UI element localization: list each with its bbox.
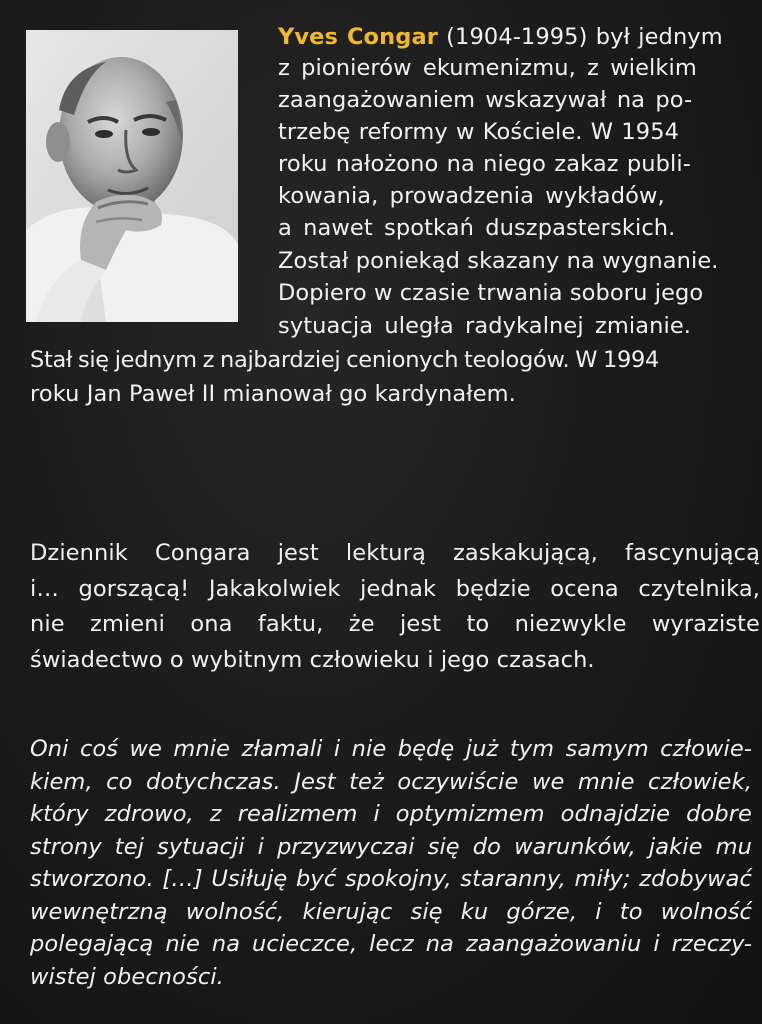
- bio-line: z pionierów ekumenizmu, z wielkim: [278, 55, 697, 81]
- quote-line: strony tej sytuacji i przyzwyczai się do warunków, jakie mu: [30, 833, 752, 860]
- book-description: [30, 536, 760, 678]
- portrait-illustration: [26, 30, 238, 322]
- quote-line: wistej obecności.: [30, 963, 224, 990]
- bio-line-1: [278, 22, 723, 52]
- bio-line: Został poniekąd skazany na wygnanie.: [278, 248, 719, 274]
- quote-line: polegającą nie na ucieczce, lecz na zaangażowaniu i rzeczy-: [30, 931, 752, 957]
- bio-line: kowania, prowadzenia wykładów,: [278, 183, 665, 209]
- bio-line: sytuacja uległa radykalnej zmianie.: [278, 313, 692, 339]
- bio-line: a nawet spotkań duszpasterskich.: [278, 215, 676, 241]
- author-name: Yves Congar: [278, 24, 438, 50]
- description-line: nie zmieni ona faktu, że jest to niezwykle wyraziste: [30, 611, 760, 637]
- bio-line: trzebę reformy w Kościele. W 1954: [278, 119, 680, 145]
- description-line: Dziennik Congara jest lekturą zaskakującą, fascynującą: [30, 540, 760, 566]
- quote-line: stworzono. […] Usiłuję być spokojny, staranny, miły; zdobywać: [30, 866, 752, 892]
- diary-quote: [30, 733, 760, 993]
- bio-line: zaangażowaniem wskazywał na po-: [278, 87, 693, 113]
- description-line: świadectwo o wybitnym człowieku i jego czasach.: [30, 646, 595, 673]
- bio-line: Dopiero w czasie trwania soboru jego: [278, 280, 704, 306]
- quote-line: Oni coś we mnie złamali i nie będę już tym samym człowie-: [30, 736, 752, 762]
- bio-line: roku Jan Paweł II mianował go kardynałem.: [30, 381, 516, 407]
- bio-line: Stał się jednym z najbardziej cenionych teologów. W 1994: [30, 347, 660, 373]
- bio-line-1-text: (1904-1995) był jednym: [437, 24, 723, 50]
- quote-line: wewnętrzną wolność, kierując się ku górze, i to wolność: [30, 898, 752, 925]
- description-line: i… gorszącą! Jakakolwiek jednak będzie ocena czytelnika,: [30, 575, 760, 602]
- quote-line: który zdrowo, z realizmem i optymizmem odnajdzie dobre: [30, 801, 752, 827]
- author-portrait-photo: [26, 30, 238, 322]
- bio-line: roku nałożono na niego zakaz publi-: [278, 151, 691, 177]
- quote-line: kiem, co dotychczas. Jest też oczywiście we mnie człowiek,: [30, 768, 752, 795]
